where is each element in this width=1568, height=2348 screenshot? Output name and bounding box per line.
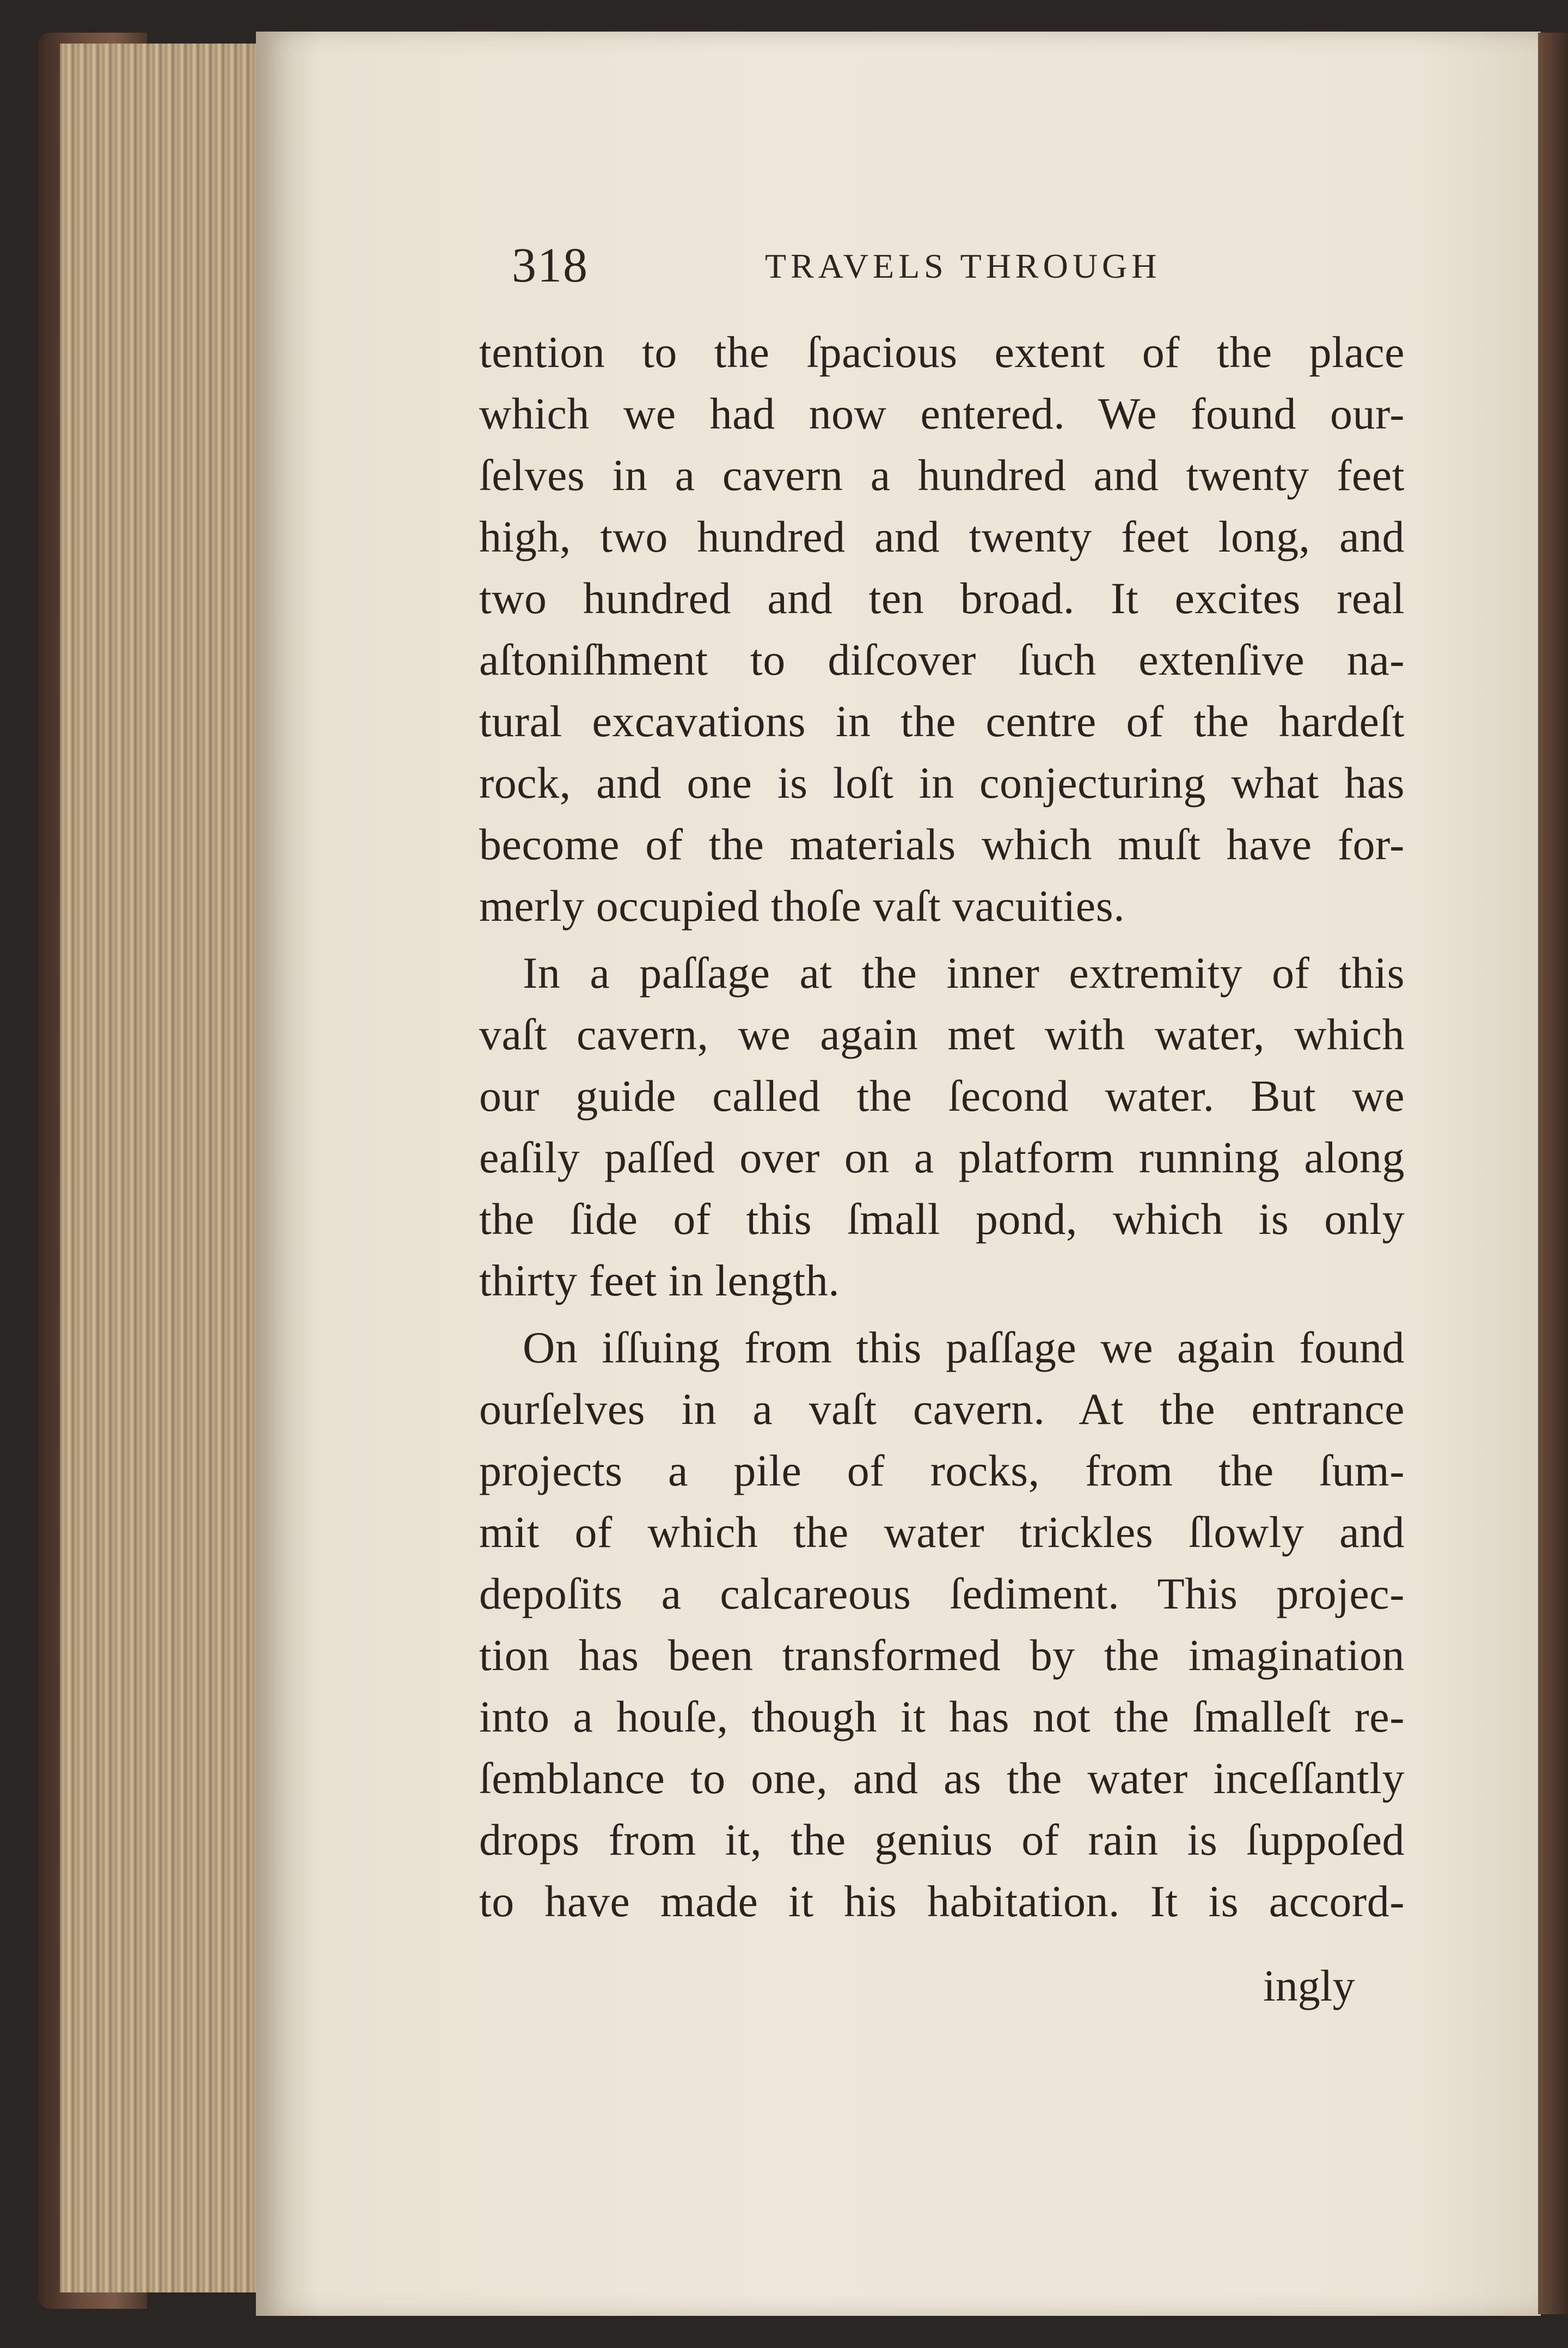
page-block-edges	[60, 44, 267, 2292]
text-line: ourſelves in a vaſt cavern. At the entrance	[479, 1384, 1405, 1434]
running-head-title: TRAVELS THROUGH	[765, 247, 1161, 285]
binding-right-edge	[1538, 33, 1568, 2314]
text-line: our guide called the ſecond water. But we	[479, 1071, 1405, 1121]
text-line: into a houſe, though it has not the ſmalleſt re-	[479, 1692, 1405, 1741]
text-line: become of the materials which muſt have for-	[479, 820, 1405, 869]
page-number: 318	[512, 239, 589, 292]
text-line: aſtoniſhment to diſcover ſuch extenſive na-	[479, 635, 1405, 684]
text-line: to have made it his habitation. It is accord-	[479, 1876, 1405, 1926]
text-line: depoſits a calcareous ſediment. This projec-	[479, 1569, 1405, 1618]
text-line: tion has been transformed by the imagination	[479, 1630, 1405, 1680]
text-line: vaſt cavern, we again met with water, which	[479, 1010, 1405, 1059]
text-line: which we had now entered. We found our-	[479, 389, 1405, 438]
text-line: mit of which the water trickles ſlowly and	[479, 1507, 1405, 1557]
text-line: eaſily paſſed over on a platform running along	[479, 1133, 1405, 1182]
text-line: tention to the ſpacious extent of the place	[479, 327, 1405, 377]
text-line: thirty feet in length.	[479, 1256, 840, 1305]
text-line: merly occupied thoſe vaſt vacuities.	[479, 881, 1125, 931]
paragraph	[479, 942, 1405, 1311]
text-line: On iſſuing from this paſſage we again found	[523, 1323, 1405, 1372]
text-line: high, two hundred and twenty feet long, and	[479, 512, 1405, 561]
running-head	[0, 234, 1568, 299]
text-line: two hundred and ten broad. It excites real	[479, 573, 1405, 623]
text-line: rock, and one is loſt in conjecturing what has	[479, 758, 1405, 808]
text-line: ſemblance to one, and as the water inceſſantly	[479, 1753, 1405, 1803]
text-line: drops from it, the genius of rain is ſuppoſed	[479, 1815, 1405, 1864]
body-text	[479, 321, 1405, 1932]
text-line: the ſide of this ſmall pond, which is only	[479, 1194, 1405, 1244]
text-line: tural excavations in the centre of the hardeſt	[479, 696, 1405, 746]
text-line: projects a pile of rocks, from the ſum-	[479, 1446, 1405, 1495]
text-line: In a paſſage at the inner extremity of this	[523, 948, 1405, 998]
paragraph	[479, 321, 1405, 937]
paragraph	[479, 1317, 1405, 1932]
catchword: ingly	[1263, 1961, 1355, 2010]
text-line: ſelves in a cavern a hundred and twenty feet	[479, 450, 1405, 500]
